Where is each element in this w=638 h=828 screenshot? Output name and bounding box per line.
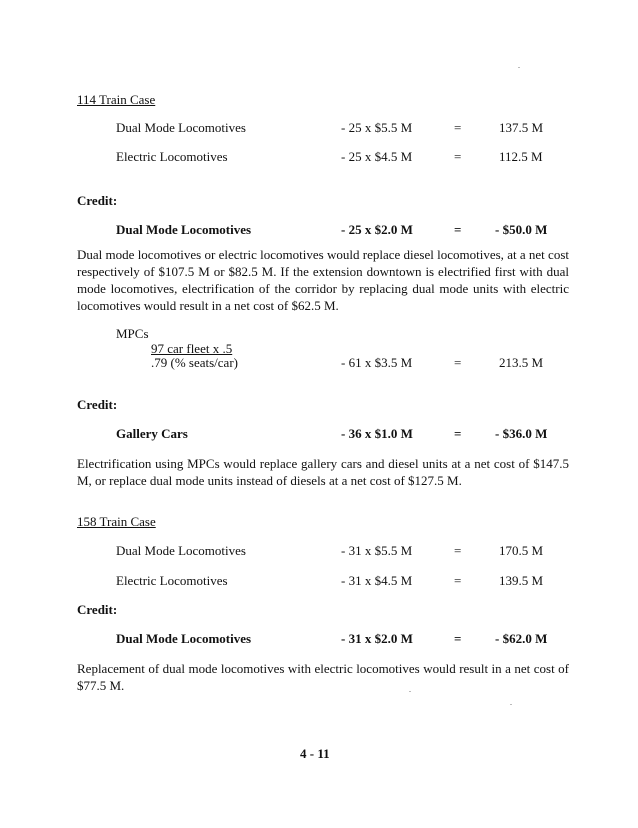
row-calc: - 31 x $2.0 M (341, 631, 413, 646)
row-calc: - 31 x $5.5 M (341, 543, 413, 558)
mpcs-equals: = (454, 355, 462, 370)
row-equals: = (454, 573, 462, 588)
fraction-denominator: .79 (% seats/car) (151, 355, 238, 370)
row-label: Dual Mode Locomotives (116, 631, 252, 646)
row-label: Dual Mode Locomotives (116, 222, 252, 237)
fraction-numerator: 97 car fleet x .5 (151, 341, 233, 356)
row-calc: - 25 x $4.5 M (341, 149, 413, 164)
row-result: - $62.0 M (495, 631, 548, 646)
row-result: 170.5 M (499, 543, 544, 558)
row-label: Electric Locomotives (116, 149, 228, 164)
credit-label-mpcs: Credit: (77, 397, 118, 412)
row-equals: = (454, 149, 462, 164)
row-equals: = (454, 222, 462, 237)
page-number: 4 - 11 (300, 746, 330, 761)
section-heading-158: 158 Train Case (77, 514, 156, 529)
row-result: 112.5 M (499, 149, 543, 164)
row-calc: - 25 x $5.5 M (341, 120, 413, 135)
paragraph-158: Replacement of dual mode locomotives with electric locomotives would result in a net cost of $77.5 M. (77, 661, 569, 693)
mpcs-label: MPCs (116, 326, 149, 341)
row-result: 139.5 M (499, 573, 544, 588)
row-result: - $50.0 M (495, 222, 548, 237)
mpcs-result: 213.5 M (499, 355, 544, 370)
credit-label-158: Credit: (77, 602, 118, 617)
row-equals: = (454, 631, 462, 646)
row-label: Electric Locomotives (116, 573, 228, 588)
scan-speck (518, 67, 520, 68)
mpcs-calc: - 61 x $3.5 M (341, 355, 413, 370)
row-result: - $36.0 M (495, 426, 548, 441)
row-equals: = (454, 426, 462, 441)
row-calc: - 25 x $2.0 M (341, 222, 413, 237)
row-label: Dual Mode Locomotives (116, 543, 246, 558)
row-label: Gallery Cars (116, 426, 188, 441)
paragraph-114: Dual mode locomotives or electric locomotives would replace diesel locomotives, at a net cost respectively of $107.5 M or $82.5 M. If the extension downtown is electrified first with dual mode locomotives, electrification of the corridor by replacing dual mode units with electric locomotives would result in a net cost of $62.5 M. (77, 247, 569, 313)
scan-speck (510, 704, 512, 705)
row-calc: - 36 x $1.0 M (341, 426, 413, 441)
scan-speck (409, 691, 411, 692)
row-calc: - 31 x $4.5 M (341, 573, 413, 588)
row-label: Dual Mode Locomotives (116, 120, 246, 135)
paragraph-mpcs: Electrification using MPCs would replace gallery cars and diesel units at a net cost of $147.5 M, or replace dual mode units instead of diesels at a net cost of $127.5 M. (77, 456, 569, 488)
row-equals: = (454, 120, 462, 135)
section-heading-114: 114 Train Case (77, 92, 156, 107)
row-equals: = (454, 543, 462, 558)
row-result: 137.5 M (499, 120, 544, 135)
credit-label-114: Credit: (77, 193, 118, 208)
